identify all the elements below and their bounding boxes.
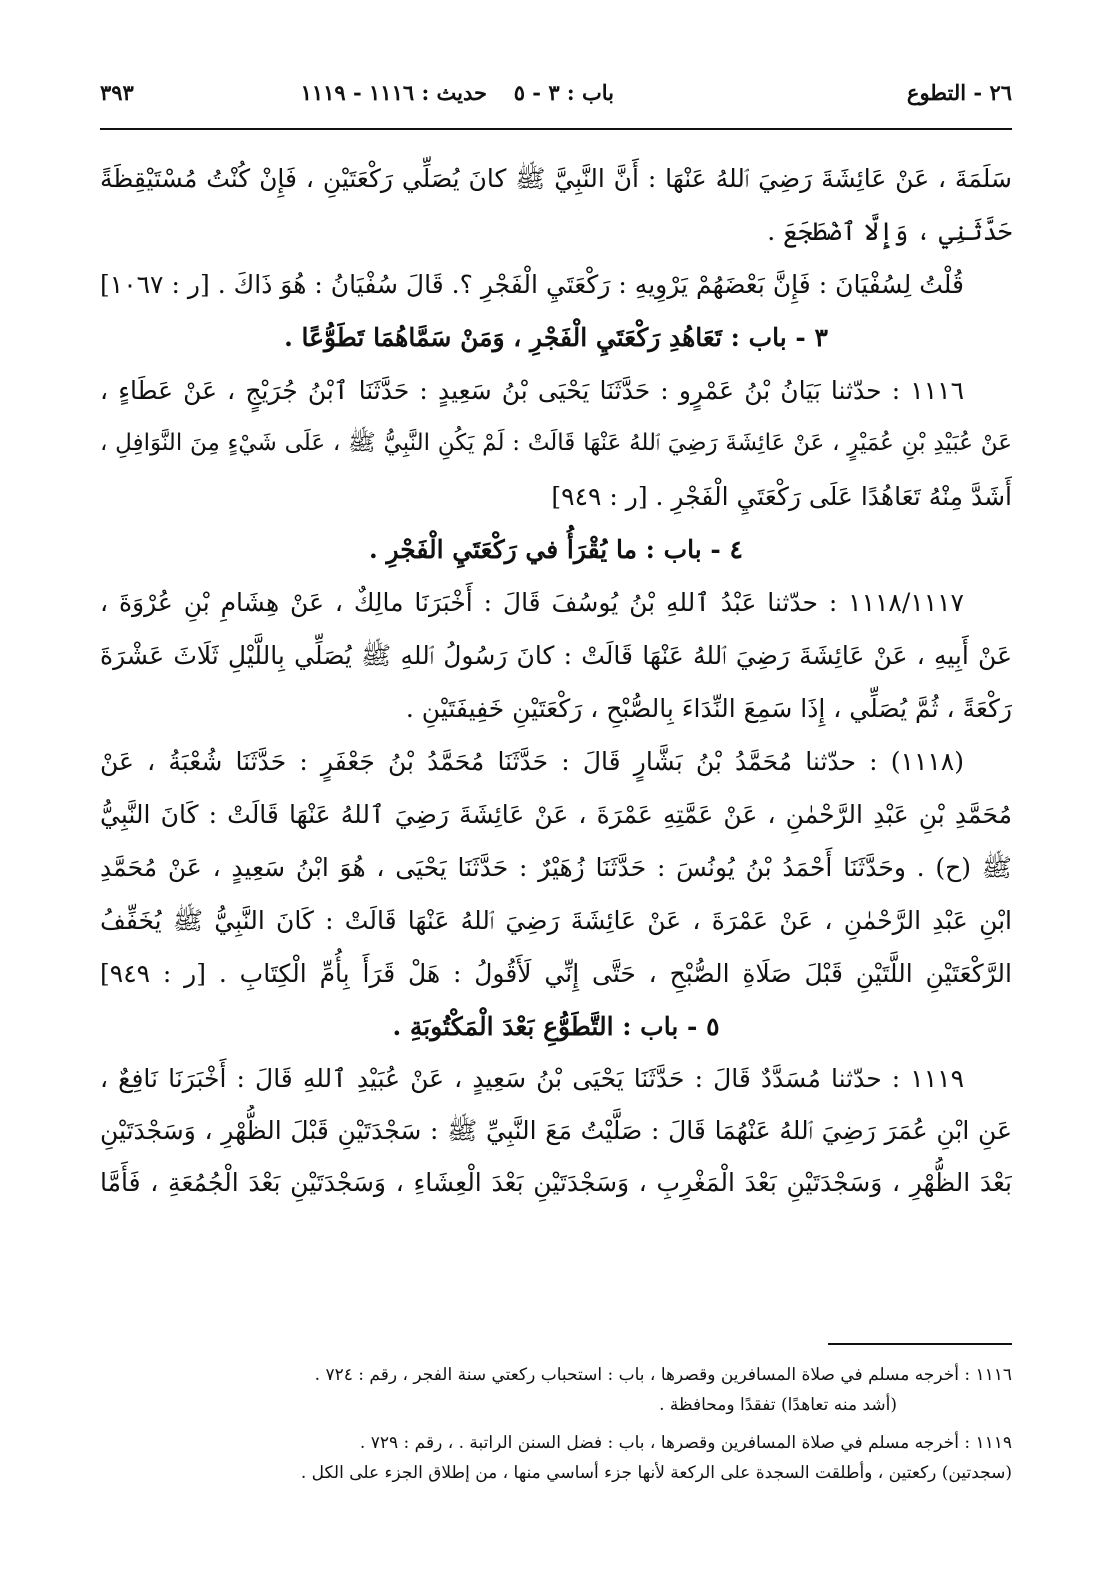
text-line: عَنِ ابْنِ عُمَرَ رَضِيَ ٱللهُ عَنْهُمَا قَالَ : صَلَّيْتُ مَعَ النَّبِيِّ ﷺ : سَجْدَتَيْنِ قَبْلَ الظُّهْرِ ، وَسَجْدَتَيْنِ bbox=[100, 1116, 1012, 1145]
footnote-1119: ١١١٩ : أخرجه مسلم في صلاة المسافرين وقصرها ، باب : فضل السنن الراتبة . ، رقم : ٧٢٩ . bbox=[359, 1433, 1012, 1453]
page-number: ٣٩٣ bbox=[100, 80, 134, 105]
hadith-range: حديث : ١١١٦ - ١١١٩ bbox=[300, 80, 487, 105]
text-line: سَلَمَةَ ، عَنْ عَائِشَةَ رَضِيَ ٱللهُ عَنْهَا : أَنَّ النَّبِيَّ ﷺ كانَ يُصَلِّي رَكْعَتَيْنِ ، فَإِنْ كُنْتُ مُسْتَيْقِظَةً bbox=[100, 164, 1012, 193]
text-line: ابْنِ عَبْدِ الرَّحْمٰنِ ، عَنْ عَمْرَةَ ، عَنْ عَائِشَةَ رَضِيَ ٱللهُ عَنْهَا قَالَتْ : كَانَ النَّبِيُّ ﷺ يُخَفِّفُ bbox=[100, 906, 1012, 935]
hadith-1119-start: ١١١٩ : حدّثنا مُسَدَّدٌ قَالَ : حَدَّثَنَا يَحْيَى بْنُ سَعِيدٍ ، عَنْ عُبَيْدِ ٱللهِ قَالَ : أَخْبَرَنَا نَافِعٌ ، bbox=[100, 1064, 964, 1093]
chapter-heading-5: ٥ - باب : التَّطَوُّعِ بَعْدَ الْمَكْتُوبَةِ . bbox=[392, 1012, 720, 1041]
running-header bbox=[100, 80, 1012, 124]
header-divider bbox=[100, 128, 1012, 130]
main-text bbox=[100, 152, 1012, 1209]
text-line: عَنْ عُبَيْدِ بْنِ عُمَيْرٍ ، عَنْ عَائِشَةَ رَضِيَ ٱللهُ عَنْهَا قَالَتْ : لَمْ يَكُنِ النَّبِيُّ ﷺ ، عَلَى شَيْءٍ مِنَ النَّوَافِلِ ، bbox=[100, 430, 1012, 456]
text-line: عَنْ أَبِيهِ ، عَنْ عَائِشَةَ رَضِيَ ٱللهُ عَنْهَا قَالَتْ : كانَ رَسُولُ ٱللهِ ﷺ يُصَلِّي بِاللَّيْلِ ثَلَاثَ عَشْرَةَ bbox=[100, 641, 1012, 670]
chapter-title: ٢٦ - التطوع bbox=[906, 80, 1012, 105]
hadith-1117-start: ١١١٨/١١١٧ : حدّثنا عَبْدُ ٱللهِ بْنُ يُوسُفَ قَالَ : أَخْبَرَنَا مالِكٌ ، عَنْ هِشَامِ بْنِ عُرْوَةَ ، bbox=[100, 588, 964, 617]
text-line: الرَّكْعَتَيْنِ اللَّتَيْنِ قَبْلَ صَلَاةِ الصُّبْحِ ، حَتَّى إِنِّي لَأَقُولُ : هَلْ قَرَأَ بِأُمِّ الْكِتَابِ . [ر : ٩٤٩] bbox=[100, 959, 1012, 988]
text-line: ﷺ (ح) . وحَدَّثَنَا أَحْمَدُ بْنُ يُونُسَ : حَدَّثَنَا زُهَيْرٌ : حَدَّثَنَا يَحْيَى ، هُوَ ابْنُ سَعِيدٍ ، عَنْ مُحَمَّدِ bbox=[100, 853, 1012, 882]
chapter-heading-3: ٣ - باب : تَعَاهُدِ رَكْعَتَيِ الْفَجْرِ ، وَمَنْ سَمَّاهُمَا تَطَوُّعًا . bbox=[284, 323, 828, 352]
bab-range: باب : ٣ - ٥ bbox=[513, 80, 614, 105]
footnote-divider bbox=[828, 1343, 1012, 1345]
text-line: بَعْدَ الظُّهْرِ ، وَسَجْدَتَيْنِ بَعْدَ الْمَغْرِبِ ، وَسَجْدَتَيْنِ بَعْدَ الْعِشَاءِ ، وَسَجْدَتَيْنِ بَعْدَ الْجُمُعَةِ ، فَأَمَّا bbox=[100, 1168, 1012, 1197]
text-line: حَدَّثَنِي ، وَإِلَّا ٱضْطَجَعَ . bbox=[767, 217, 1012, 246]
hadith-1118-start: (١١١٨) : حدّثنا مُحَمَّدُ بْنُ بَشَّارٍ قَالَ : حَدَّثَنَا مُحَمَّدُ بْنُ جَعْفَرٍ : حَدَّثَنَا شُعْبَةُ ، عَنْ bbox=[100, 747, 964, 776]
text-line: أَشَدَّ مِنْهُ تَعَاهُدًا عَلَى رَكْعَتَيِ الْفَجْرِ . [ر : ٩٤٩] bbox=[551, 482, 1012, 511]
footnote-1119-gloss: (سجدتين) ركعتين ، وأطلقت السجدة على الركعة لأنها جزء أساسي منها ، من إطلاق الجزء على الكل . bbox=[300, 1463, 1012, 1483]
footnote-1116-gloss: (أشد منه تعاهدًا) تفقدًا ومحافظة . bbox=[659, 1395, 897, 1415]
text-line: مُحَمَّدِ بْنِ عَبْدِ الرَّحْمٰنِ ، عَنْ عَمَّتِهِ عَمْرَةَ ، عَنْ عَائِشَةَ رَضِيَ ٱللهُ عَنْهَا قَالَتْ : كَانَ النَّبِيُّ bbox=[100, 800, 1012, 829]
text-line: قُلْتُ لِسُفْيَانَ : فَإِنَّ بَعْضَهُمْ يَرْوِيهِ : رَكْعَتَيِ الْفَجْرِ ؟. قَالَ سُفْيَانُ : هُوَ ذَاكَ . [ر : ١٠٦٧] bbox=[100, 270, 964, 299]
footnote-1116: ١١١٦ : أخرجه مسلم في صلاة المسافرين وقصرها ، باب : استحباب ركعتي سنة الفجر ، رقم : ٧٢٤ . bbox=[314, 1365, 1012, 1385]
chapter-heading-4: ٤ - باب : ما يُقْرَأُ في رَكْعَتَيِ الْفَجْرِ . bbox=[369, 535, 743, 564]
footnotes bbox=[100, 1360, 1012, 1488]
text-line: رَكْعَةً ، ثُمَّ يُصَلِّي ، إِذَا سَمِعَ النِّدَاءَ بِالصُّبْحِ ، رَكْعَتَيْنِ خَفِيفَتَيْنِ . bbox=[405, 694, 1012, 723]
hadith-1116-start: ١١١٦ : حدّثنا بَيَانُ بْنُ عَمْرٍو : حَدَّثَنَا يَحْيَى بْنُ سَعِيدٍ : حَدَّثَنَا ٱبْنُ جُرَيْجٍ ، عَنْ عَطَاءٍ ، bbox=[100, 376, 964, 405]
